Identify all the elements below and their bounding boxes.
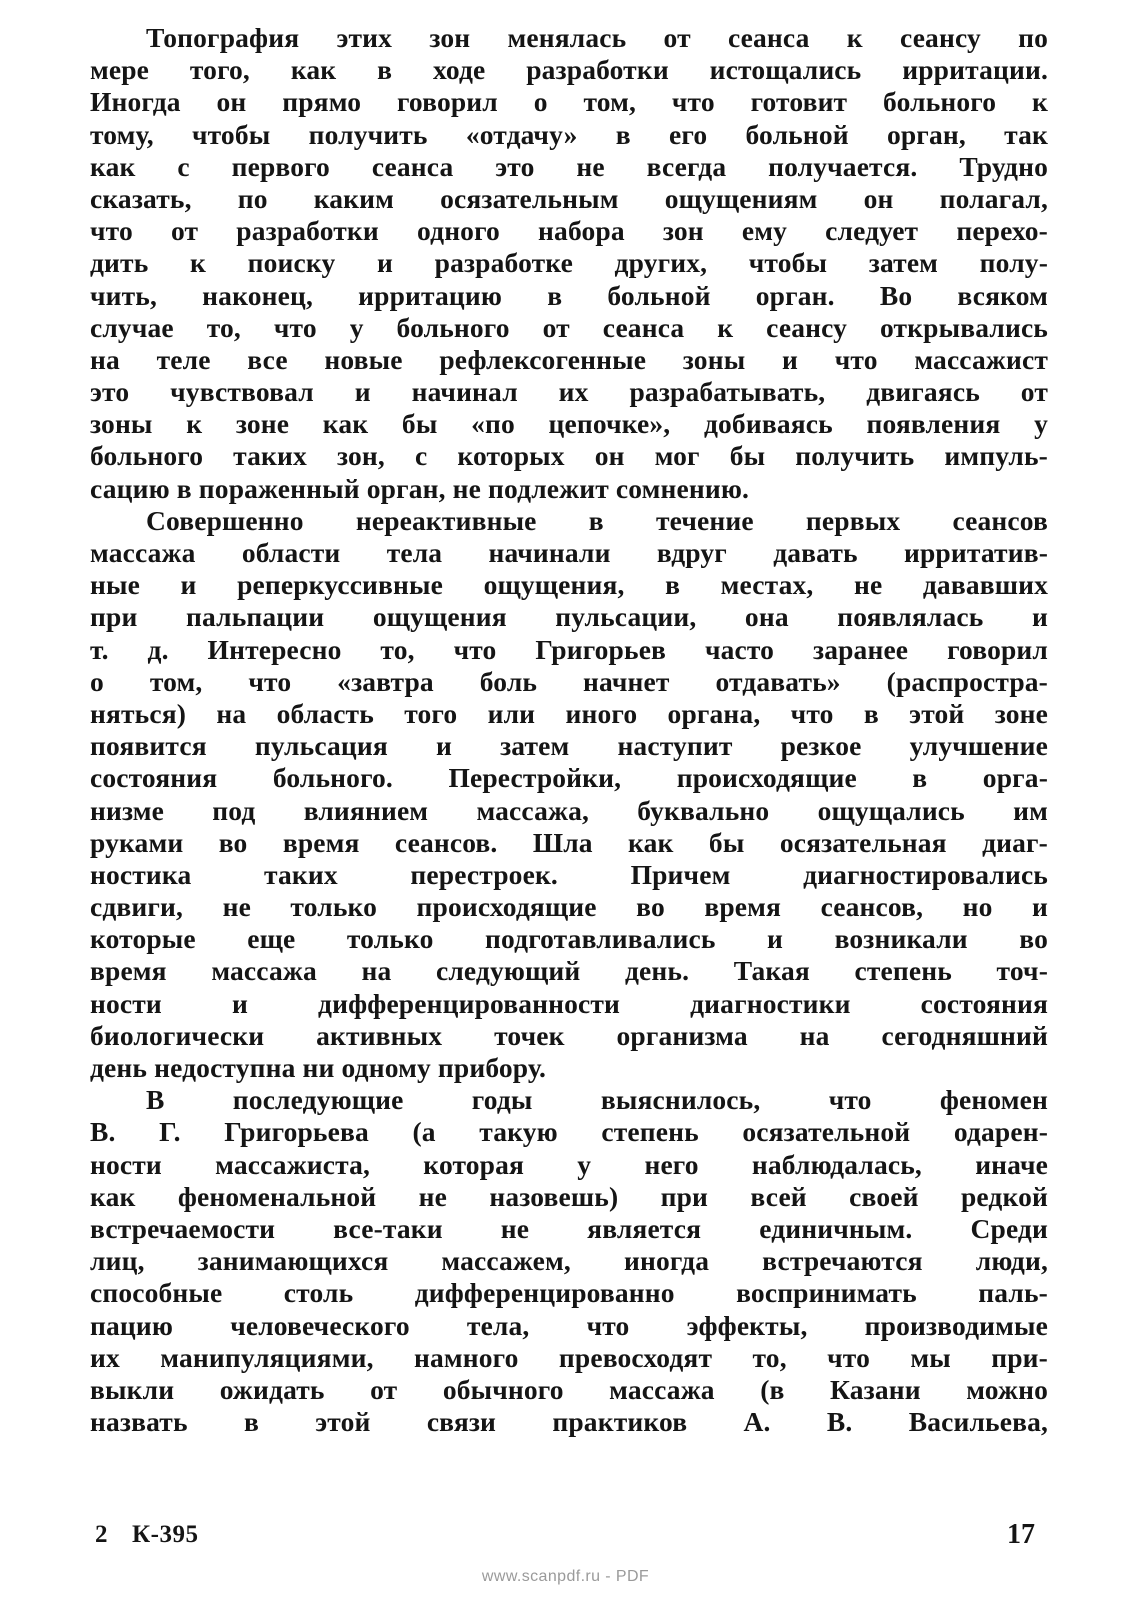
text-line: ностика таких перестроек. Причем диагностировались — [90, 858, 1048, 890]
text-line: лиц, занимающихся массажем, иногда встречаются люди, — [90, 1245, 1048, 1277]
printer-signature — [95, 1521, 198, 1549]
text-line: дить к поиску и разработке других, чтобы затем полу- — [90, 247, 1048, 279]
text-line: пацию человеческого тела, что эффекты, производимые — [90, 1309, 1048, 1341]
signature-code: К-395 — [132, 1521, 199, 1548]
page-number: 17 — [1007, 1519, 1035, 1550]
body-text — [90, 22, 1048, 1438]
text-line: Иногда он прямо говорил о том, что готовит больного к — [90, 86, 1048, 118]
text-line: Совершенно нереактивные в течение первых сеансов — [146, 504, 1048, 536]
text-line: няться) на область того или иного органа, что в этой зоне — [90, 697, 1048, 729]
text-line: т. д. Интересно то, что Григорьев часто заранее говорил — [90, 633, 1048, 665]
text-line: состояния больного. Перестройки, происходящие в орга- — [90, 762, 1048, 794]
text-line: чить, наконец, ирритацию в больной орган. Во всяком — [90, 279, 1048, 311]
watermark: www.scanpdf.ru - PDF — [481, 1568, 650, 1585]
text-line: о том, что «завтра боль начнет отдавать» (распростра- — [90, 665, 1048, 697]
text-line: ные и реперкуссивные ощущения, в местах, не дававших — [90, 569, 1048, 601]
text-line: низме под влиянием массажа, буквально ощущались им — [90, 794, 1048, 826]
text-line: зоны к зоне как бы «по цепочке», добиваясь появления у — [90, 408, 1048, 440]
text-line: время массажа на следующий день. Такая степень точ- — [90, 955, 1048, 987]
text-line: их манипуляциями, намного превосходят то, что мы при- — [90, 1341, 1048, 1373]
text-line: которые еще только подготавливались и возникали во — [90, 923, 1048, 955]
text-line: встречаемости все-таки не является единичным. Среди — [90, 1212, 1048, 1244]
text-line: появится пульсация и затем наступит резкое улучшение — [90, 730, 1048, 762]
text-line: В. Г. Григорьева (а такую степень осязательной одарен- — [90, 1116, 1048, 1148]
text-line: мере того, как в ходе разработки истощались ирритации. — [90, 54, 1048, 86]
text-line: сацию в пораженный орган, не подлежит сомнению. — [90, 472, 750, 504]
text-line: сдвиги, не только происходящие во время сеансов, но и — [90, 891, 1048, 923]
text-line: способные столь дифференцированно воспринимать паль- — [90, 1277, 1048, 1309]
text-line: руками во время сеансов. Шла как бы осязательная диаг- — [90, 826, 1048, 858]
text-line: ности и дифференцированности диагностики состояния — [90, 987, 1048, 1019]
text-line: В последующие годы выяснилось, что феномен — [146, 1084, 1048, 1116]
text-line: при пальпации ощущения пульсации, она появлялась и — [90, 601, 1048, 633]
text-line: выкли ожидать от обычного массажа (в Казани можно — [90, 1373, 1048, 1405]
text-line: как с первого сеанса это не всегда получается. Трудно — [90, 150, 1048, 182]
text-line: на теле все новые рефлексогенные зоны и что массажист — [90, 343, 1048, 375]
text-line: тому, чтобы получить «отдачу» в его больной орган, так — [90, 118, 1048, 150]
text-line: это чувствовал и начинал их разрабатывать, двигаясь от — [90, 376, 1048, 408]
text-line: назвать в этой связи практиков А. В. Васильева, — [90, 1406, 1048, 1438]
text-line: больного таких зон, с которых он мог бы получить импуль- — [90, 440, 1048, 472]
text-line: ности массажиста, которая у него наблюдалась, иначе — [90, 1148, 1048, 1180]
signature-number: 2 — [95, 1521, 108, 1548]
text-line: сказать, по каким осязательным ощущениям он полагал, — [90, 182, 1048, 214]
text-line: Топография этих зон менялась от сеанса к сеансу по — [146, 22, 1048, 53]
text-line: как феноменальной не назовешь) при всей своей редкой — [90, 1180, 1048, 1212]
text-line: массажа области тела начинали вдруг давать ирритатив- — [90, 537, 1048, 568]
text-line: биологически активных точек организма на сегодняшний — [90, 1019, 1048, 1051]
text-line: день недоступна ни одному прибору. — [90, 1052, 547, 1083]
text-line: что от разработки одного набора зон ему следует перехо- — [90, 215, 1048, 247]
text-line: случае то, что у больного от сеанса к сеансу открывались — [90, 311, 1048, 343]
